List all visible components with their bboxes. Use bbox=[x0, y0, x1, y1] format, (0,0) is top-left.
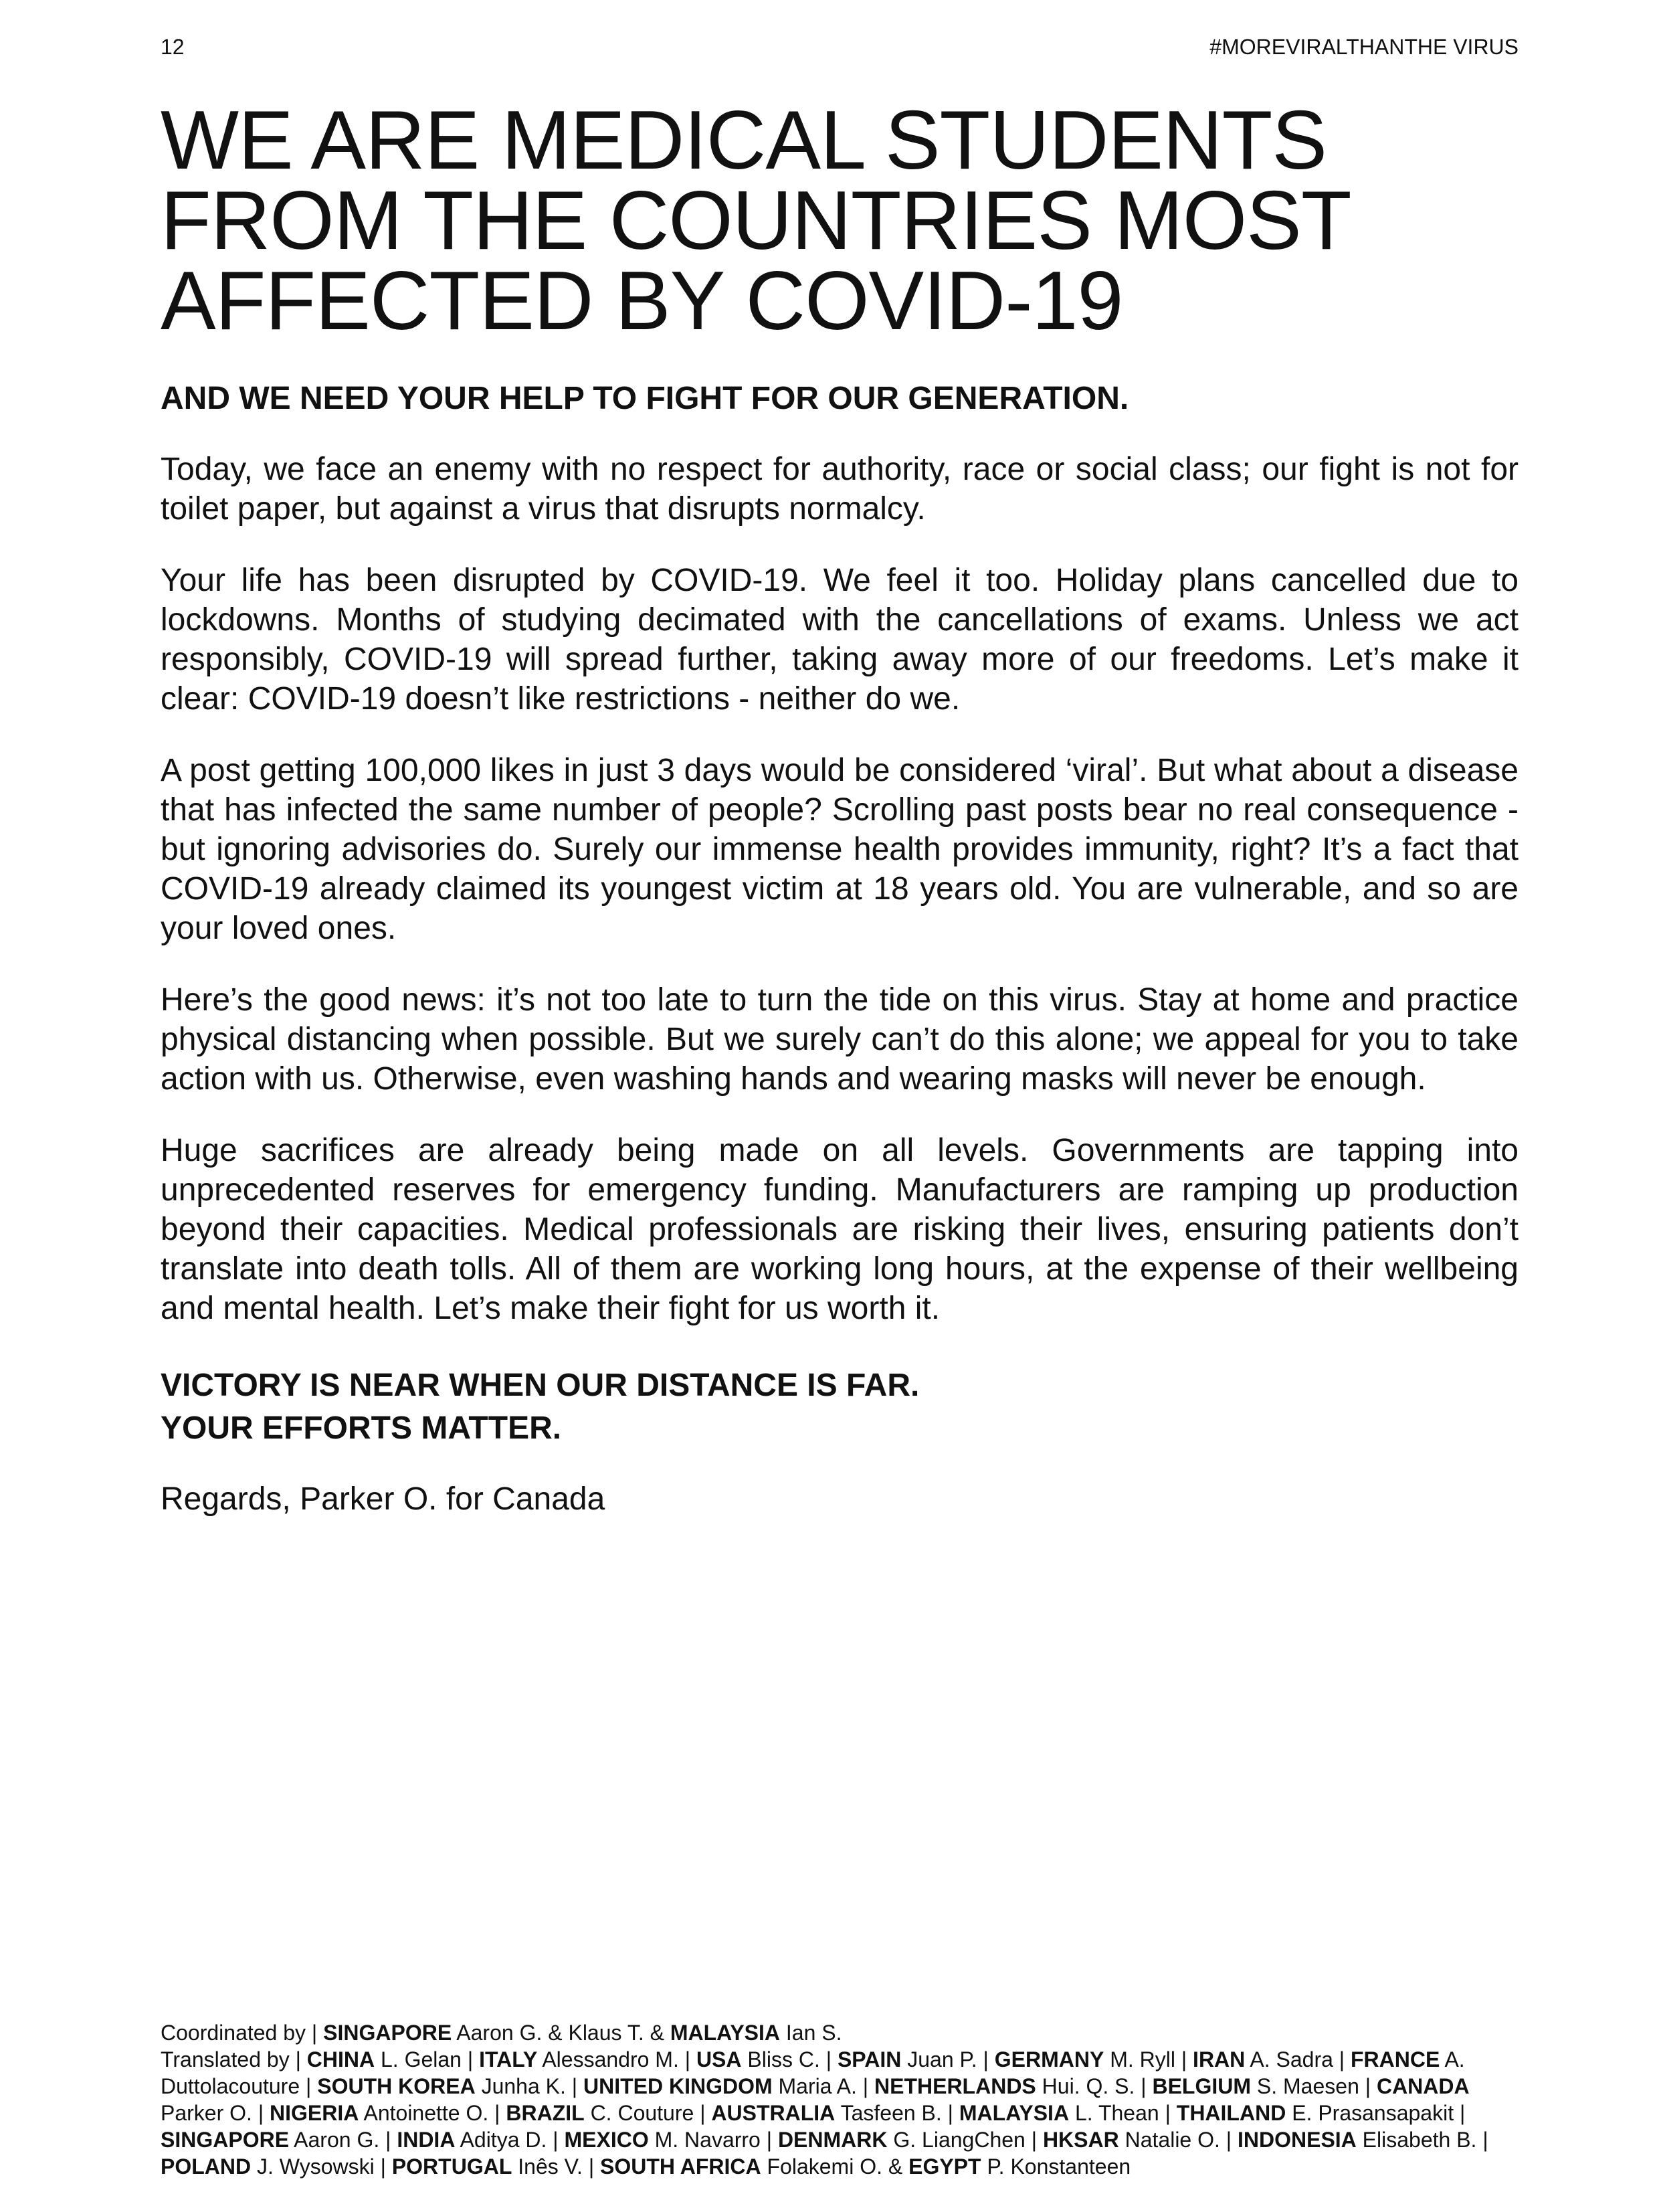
credit-country: NETHERLANDS bbox=[874, 2074, 1036, 2098]
credit-country: ITALY bbox=[479, 2047, 538, 2071]
credit-entry bbox=[600, 2154, 902, 2179]
credit-entry bbox=[506, 2101, 694, 2125]
credit-names: Tasfeen B. bbox=[840, 2101, 942, 2125]
credit-country: SINGAPORE bbox=[161, 2128, 290, 2152]
credit-entry bbox=[711, 2101, 941, 2125]
credit-country: BELGIUM bbox=[1152, 2074, 1251, 2098]
credit-names: C. Couture bbox=[590, 2101, 694, 2125]
headline-line-3: AFFECTED BY COVID-19 bbox=[161, 255, 1123, 347]
credit-country: MEXICO bbox=[564, 2128, 649, 2152]
article-body bbox=[161, 94, 1519, 1519]
credit-country: PORTUGAL bbox=[391, 2154, 512, 2179]
credit-country: CHINA bbox=[306, 2047, 375, 2071]
headline-line-1: WE ARE MEDICAL STUDENTS bbox=[161, 94, 1327, 187]
credit-entry bbox=[696, 2047, 820, 2071]
credit-entry bbox=[161, 2154, 375, 2179]
credit-country: USA bbox=[696, 2047, 742, 2071]
paragraph-5: Huge sacrifices are already being made on all levels. Governments are tapping into unprecedented reserves for emergency funding. Manufacturers are ramping up production beyond their capacities. Medical professionals are risking their lives, ensuring patients don’t translate into death tolls. All of them are working long hours, at the expense of their wellbeing and mental health. Let’s make their fight for us worth it. bbox=[161, 1133, 1519, 1326]
credit-entry bbox=[392, 2154, 583, 2179]
credit-names: Antoinette O. bbox=[363, 2101, 489, 2125]
paragraph-2: Your life has been disrupted by COVID-19. We feel it too. Holiday plans cancelled due to lockdowns. Months of studying decimated with the cancellations of exams. Unless we act responsibly, COVID-19 will spread further, taking away more of our freedoms. Let’s make it clear: COVID-19 doesn’t like restrictions - neither do we. bbox=[161, 563, 1519, 717]
credit-country: UNITED KINGDOM bbox=[583, 2074, 773, 2098]
credit-entry bbox=[1043, 2128, 1220, 2152]
credit-names: J. Wysowski bbox=[257, 2154, 375, 2179]
credit-names: Inês V. bbox=[518, 2154, 583, 2179]
credit-names: Alessandro M. bbox=[542, 2047, 679, 2071]
credit-entry bbox=[307, 2047, 462, 2071]
credit-entry bbox=[323, 2021, 664, 2045]
credit-names: Aaron G. & Klaus T. & bbox=[456, 2021, 664, 2045]
credit-names: S. Maesen bbox=[1256, 2074, 1359, 2098]
credit-entry bbox=[270, 2101, 488, 2125]
translated-by bbox=[161, 2046, 1519, 2180]
credit-country: MALAYSIA bbox=[670, 2021, 781, 2045]
credit-entry bbox=[908, 2154, 1131, 2179]
credit-names: Juan P. bbox=[907, 2047, 977, 2071]
subheadline: AND WE NEED YOUR HELP TO FIGHT FOR OUR GENERATION. bbox=[161, 381, 1129, 416]
credit-country: SOUTH KOREA bbox=[317, 2074, 476, 2098]
credit-country: THAILAND bbox=[1176, 2101, 1286, 2125]
paragraph-4: Here’s the good news: it’s not too late to turn the tide on this virus. Stay at home and practice physical distancing when possible. But we surely can’t do this alone; we appeal for you to take action with us. Otherwise, even washing hands and wearing masks will never be enough. bbox=[161, 982, 1519, 1097]
credit-country: MALAYSIA bbox=[959, 2101, 1070, 2125]
credit-names: Ian S. bbox=[785, 2021, 842, 2045]
credit-country: BRAZIL bbox=[506, 2101, 585, 2125]
credit-entry bbox=[995, 2047, 1175, 2071]
credit-names: A. Duttolacouture bbox=[161, 2047, 1465, 2098]
credit-entry bbox=[161, 2128, 379, 2152]
credit-entry bbox=[874, 2074, 1135, 2098]
paragraph-3: A post getting 100,000 likes in just 3 days would be considered ‘viral’. But what about a disease that has infected the same number of people? Scrolling past posts bear no real consequence - but ignoring advisories do. Surely our immense health provides immunity, right? It’s a fact that COVID-19 already claimed its youngest victim at 18 years old. You are vulnerable, and so are your loved ones. bbox=[161, 753, 1519, 946]
credit-names: Maria A. bbox=[778, 2074, 857, 2098]
coordinated-list bbox=[323, 2021, 842, 2045]
campaign-hashtag: #MOREVIRALTHANTHE VIRUS bbox=[1209, 35, 1519, 59]
closing-statement bbox=[161, 1364, 1519, 1450]
credit-names: Natalie O. bbox=[1125, 2128, 1220, 2152]
credit-names: G. LiangChen bbox=[893, 2128, 1026, 2152]
credit-entry bbox=[583, 2074, 857, 2098]
credit-names: Elisabeth B. bbox=[1362, 2128, 1477, 2152]
signature: Regards, Parker O. for Canada bbox=[161, 1481, 605, 1517]
credit-names: Hui. Q. S. bbox=[1042, 2074, 1135, 2098]
credit-country: GERMANY bbox=[994, 2047, 1104, 2071]
credit-names: Bliss C. bbox=[747, 2047, 820, 2071]
translated-list: CHINA L. Gelan | ITALY Alessandro M. | USA Bliss C. | SPAIN Juan P. | GERMANY M. Ryll | IRAN A. Sadra | FRANCE A. Duttolacouture | SOUTH KOREA Junha K. | UNITED KINGDOM Maria A. | NETHERLANDS Hui. Q. S. | BELGIUM S. Maesen | CANADA Parker O. | NIGERIA Antoinette O. | BRAZIL C. Couture | AUSTRALIA Tasfeen B. | MALAYSIA L. Thean | THAILAND E. Prasansapakit | SINGAPORE Aaron G. | INDIA Aditya D. | MEXICO M. Navarro | DENMARK G. LiangChen | HKSAR Natalie O. | INDONESIA Elisabeth B. | POLAND J. Wysowski | PORTUGAL Inês V. | SOUTH AFRICA Folakemi O. & EGYPT P. Konstanteen bbox=[161, 2047, 1488, 2179]
credit-entry bbox=[397, 2128, 547, 2152]
credit-names: P. Konstanteen bbox=[987, 2154, 1131, 2179]
credit-entry bbox=[1177, 2101, 1454, 2125]
credit-entry bbox=[838, 2047, 977, 2071]
credit-names: Aaron G. bbox=[294, 2128, 380, 2152]
credit-country: INDONESIA bbox=[1237, 2128, 1357, 2152]
credit-country: POLAND bbox=[161, 2154, 252, 2179]
credit-country: DENMARK bbox=[777, 2128, 888, 2152]
credit-entry bbox=[670, 2021, 842, 2045]
credit-country: HKSAR bbox=[1042, 2128, 1119, 2152]
credit-entry bbox=[1152, 2074, 1359, 2098]
credit-names: L. Thean bbox=[1074, 2101, 1159, 2125]
credit-country: FRANCE bbox=[1351, 2047, 1440, 2071]
credit-country: INDIA bbox=[397, 2128, 456, 2152]
translated-label: Translated by | bbox=[161, 2047, 301, 2071]
credit-names: M. Ryll bbox=[1110, 2047, 1175, 2071]
credit-country: IRAN bbox=[1193, 2047, 1246, 2071]
closing-line-1: VICTORY IS NEAR WHEN OUR DISTANCE IS FAR. bbox=[161, 1368, 920, 1403]
credit-entry bbox=[317, 2074, 566, 2098]
credit-names: Aditya D. bbox=[460, 2128, 547, 2152]
coordinated-label: Coordinated by | bbox=[161, 2021, 318, 2045]
credit-entry bbox=[778, 2128, 1026, 2152]
credit-names: Parker O. bbox=[161, 2101, 252, 2125]
credit-entry bbox=[479, 2047, 679, 2071]
credit-country: EGYPT bbox=[908, 2154, 981, 2179]
credit-entry bbox=[1238, 2128, 1476, 2152]
closing-line-2: YOUR EFFORTS MATTER. bbox=[161, 1410, 562, 1446]
credit-country: AUSTRALIA bbox=[711, 2101, 836, 2125]
credit-names: Folakemi O. & bbox=[767, 2154, 903, 2179]
page-number: 12 bbox=[161, 35, 185, 59]
credit-country: NIGERIA bbox=[270, 2101, 359, 2125]
headline-line-2: FROM THE COUNTRIES MOST bbox=[161, 175, 1351, 267]
credit-country: SPAIN bbox=[837, 2047, 902, 2071]
paragraph-1: Today, we face an enemy with no respect for authority, race or social class; our fight is not for toilet paper, but against a virus that disrupts normalcy. bbox=[161, 452, 1519, 527]
coordinated-by bbox=[161, 2019, 1519, 2046]
credit-entry bbox=[959, 2101, 1159, 2125]
credit-names: M. Navarro bbox=[654, 2128, 761, 2152]
credits bbox=[161, 2019, 1519, 2180]
credit-names: A. Sadra bbox=[1250, 2047, 1333, 2071]
credit-names: E. Prasansapakit bbox=[1292, 2101, 1454, 2125]
credit-names: L. Gelan bbox=[381, 2047, 462, 2071]
credit-country: SINGAPORE bbox=[323, 2021, 452, 2045]
credit-entry bbox=[564, 2128, 760, 2152]
headline bbox=[161, 94, 1519, 347]
credit-country: CANADA bbox=[1376, 2074, 1470, 2098]
credit-names: Junha K. bbox=[481, 2074, 566, 2098]
credit-country: SOUTH AFRICA bbox=[600, 2154, 761, 2179]
credit-entry bbox=[1193, 2047, 1333, 2071]
